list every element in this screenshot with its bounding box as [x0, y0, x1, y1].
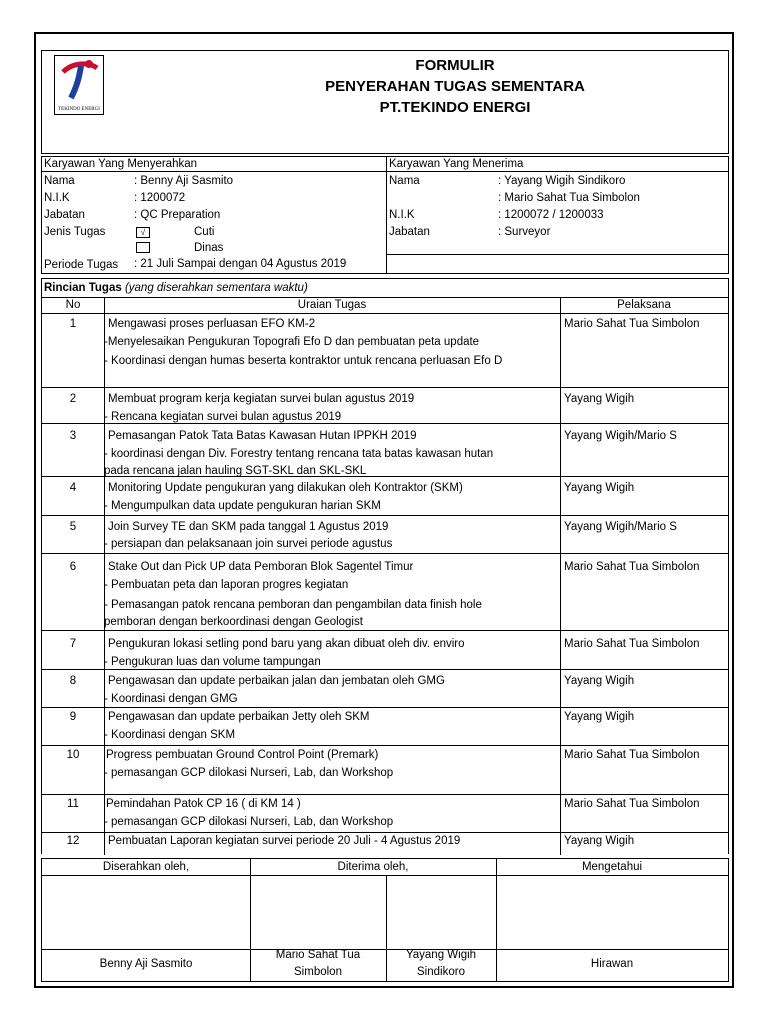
- giver-periode-value: : 21 Juli Sampai dengan 04 Agustus 2019: [134, 258, 347, 270]
- row-10-line-1: Progress pembuatan Ground Control Point (Premark): [106, 749, 379, 761]
- giver-section-label: Karyawan Yang Menyerahkan: [44, 158, 198, 170]
- row-10-pelaksana: Mario Sahat Tua Simbolon: [564, 749, 700, 761]
- mengetahui-label: Mengetahui: [581, 861, 643, 873]
- row-2-line-1: Membuat program kerja kegiatan survei bulan agustus 2019: [108, 393, 415, 405]
- row-12-pelaksana: Yayang Wigih: [564, 835, 635, 847]
- row-10-line-2: - pemasangan GCP dilokasi Nurseri, Lab, dan Workshop: [104, 767, 394, 779]
- row-1-line-1: Mengawasi proses perluasan EFO KM-2: [108, 318, 316, 330]
- giver-nik-label: N.I.K: [44, 192, 70, 204]
- row-6-line-1: Stake Out dan Pick UP data Pemboran Blok Sagentel Timur: [108, 561, 414, 573]
- row-6-line-3: - Pemasangan patok rencana pemboran dan pengambilan data finish hole: [104, 599, 482, 611]
- employee-info: [41, 156, 729, 274]
- receiver-nama-value-2: : Mario Sahat Tua Simbolon: [498, 192, 640, 204]
- receiver-nik-value: : 1200072 / 1200033: [498, 209, 604, 221]
- row-2-no: 2: [69, 393, 77, 405]
- row-3-line-2: - koordinasi dengan Div. Forestry tentang rencana tata batas kawasan hutan: [104, 448, 494, 460]
- row-1-no: 1: [69, 318, 77, 330]
- row-7-pelaksana: Mario Sahat Tua Simbolon: [564, 638, 700, 650]
- row-8-line-1: Pengawasan dan update perbaikan jalan dan jembatan oleh GMG: [108, 675, 445, 687]
- row-4-line-1: Monitoring Update pengukuran yang dilakukan oleh Kontraktor (SKM): [108, 482, 463, 494]
- giver-periode-label: Periode Tugas: [44, 259, 119, 271]
- tekindo-logo-icon: [55, 56, 103, 104]
- company-logo: [54, 55, 104, 115]
- giver-jabatan-label: Jabatan: [44, 209, 85, 221]
- row-5-no: 5: [69, 521, 77, 533]
- giver-nama-value: : Benny Aji Sasmito: [134, 175, 234, 187]
- signer-3-name-line-2: Sindikoro: [417, 966, 465, 978]
- task-table-title: Rincian Tugas (yang diserahkan sementara waktu): [44, 282, 308, 294]
- row-3-no: 3: [69, 430, 77, 442]
- receiver-nama-label: Nama: [389, 175, 420, 187]
- row-11-line-1: Pemindahan Patok CP 16 ( di KM 14 ): [106, 798, 301, 810]
- row-2-line-2: - Rencana kegiatan survei bulan agustus 2019: [104, 411, 342, 423]
- row-1-line-2: -Menyelesaikan Pengukuran Topografi Efo D dan pembuatan peta update: [104, 336, 480, 348]
- cuti-checkbox[interactable]: √: [136, 227, 150, 238]
- receiver-jabatan-value: : Surveyor: [498, 226, 551, 238]
- row-4-pelaksana: Yayang Wigih: [564, 482, 635, 494]
- col-uraian-header: Uraian Tugas: [297, 299, 367, 311]
- row-6-no: 6: [69, 561, 77, 573]
- row-7-line-2: - Pengukuran luas dan volume tampungan: [104, 656, 321, 668]
- row-6-line-2: - Pembuatan peta dan laporan progres kegiatan: [104, 579, 349, 591]
- form-title: FORMULIR: [415, 57, 495, 74]
- row-3-pelaksana: Yayang Wigih/Mario S: [564, 430, 677, 442]
- row-9-no: 9: [69, 711, 77, 723]
- task-table: [41, 278, 729, 854]
- row-5-pelaksana: Yayang Wigih/Mario S: [564, 521, 677, 533]
- signer-3-name-line-1: Yayang Wigih: [405, 949, 477, 961]
- company-name: PT.TEKINDO ENERGI: [379, 99, 531, 116]
- row-8-no: 8: [69, 675, 77, 687]
- row-9-line-1: Pengawasan dan update perbaikan Jetty oleh SKM: [108, 711, 370, 723]
- signer-1-name: Benny Aji Sasmito: [99, 958, 193, 970]
- row-1-line-3: - Koordinasi dengan humas beserta kontraktor untuk rencana perluasan Efo D: [104, 355, 503, 367]
- row-6-pelaksana: Mario Sahat Tua Simbolon: [564, 561, 700, 573]
- signer-2-name-line-1: Mario Sahat Tua: [275, 949, 361, 961]
- row-9-pelaksana: Yayang Wigih: [564, 711, 635, 723]
- row-12-no: 12: [66, 835, 80, 847]
- row-6-line-4: pemboran dengan berkoordinasi dengan Geologist: [104, 616, 363, 628]
- form-page: [34, 32, 734, 988]
- row-12-line-1: Pembuatan Laporan kegiatan survei periode 20 Juli - 4 Agustus 2019: [108, 835, 461, 847]
- row-7-no: 7: [69, 638, 77, 650]
- diserahkan-label: Diserahkan oleh,: [102, 861, 190, 873]
- receiver-nik-label: N.I.K: [389, 209, 415, 221]
- diterima-label: Diterima oleh,: [337, 861, 409, 873]
- row-11-line-2: - pemasangan GCP dilokasi Nurseri, Lab, dan Workshop: [104, 816, 394, 828]
- row-3-line-1: Pemasangan Patok Tata Batas Kawasan Hutan IPPKH 2019: [108, 430, 417, 442]
- row-8-line-2: - Koordinasi dengan GMG: [104, 693, 238, 705]
- receiver-nama-value-1: : Yayang Wigih Sindikoro: [498, 175, 626, 187]
- row-8-pelaksana: Yayang Wigih: [564, 675, 635, 687]
- row-10-no: 10: [66, 749, 80, 761]
- col-no-header: No: [65, 299, 81, 311]
- row-4-no: 4: [69, 482, 77, 494]
- dinas-label: Dinas: [194, 242, 224, 254]
- receiver-section-label: Karyawan Yang Menerima: [389, 158, 524, 170]
- form-subtitle: PENYERAHAN TUGAS SEMENTARA: [325, 78, 585, 95]
- giver-nama-label: Nama: [44, 175, 75, 187]
- row-11-no: 11: [67, 798, 79, 810]
- row-11-pelaksana: Mario Sahat Tua Simbolon: [564, 798, 700, 810]
- row-7-line-1: Pengukuran lokasi setling pond baru yang akan dibuat oleh div. enviro: [108, 638, 465, 650]
- logo-text: TEKINDO ENERGI: [58, 107, 100, 112]
- row-3-line-3: pada rencana jalan hauling SGT-SKL dan SKL-SKL: [104, 465, 367, 477]
- giver-jabatan-value: : QC Preparation: [134, 209, 221, 221]
- row-5-line-2: - persiapan dan pelaksanaan join survei periode agustus: [104, 538, 393, 550]
- signer-2-name-line-2: Simbolon: [294, 966, 342, 978]
- col-pelaksana-header: Pelaksana: [617, 299, 671, 311]
- signature-table: [41, 858, 729, 982]
- row-1-pelaksana: Mario Sahat Tua Simbolon: [564, 318, 700, 330]
- row-5-line-1: Join Survey TE dan SKM pada tanggal 1 Agustus 2019: [108, 521, 389, 533]
- signer-4-name: Hirawan: [590, 958, 634, 970]
- giver-nik-value: : 1200072: [134, 192, 186, 204]
- row-9-line-2: - Koordinasi dengan SKM: [104, 729, 236, 741]
- row-4-line-2: - Mengumpulkan data update pengukuran harian SKM: [104, 500, 381, 512]
- giver-jenis-label: Jenis Tugas: [44, 226, 106, 238]
- form-header: [41, 50, 729, 154]
- row-2-pelaksana: Yayang Wigih: [564, 393, 635, 405]
- cuti-label: Cuti: [194, 226, 215, 238]
- dinas-checkbox[interactable]: [136, 242, 150, 253]
- receiver-jabatan-label: Jabatan: [389, 226, 430, 238]
